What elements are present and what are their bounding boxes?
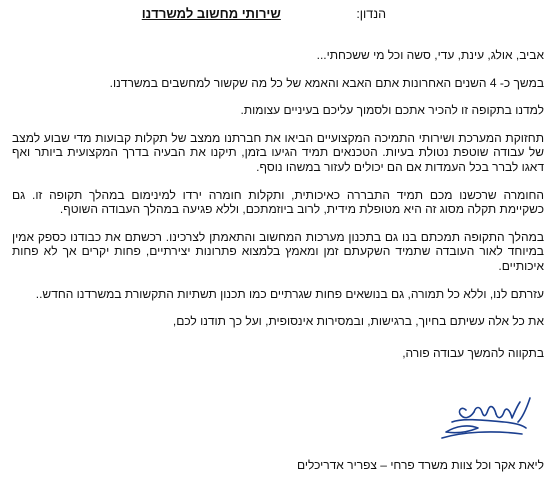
- signature-footer: ליאת אקר וכל צוות משרד פרחי – צפריר אדריכלים: [296, 458, 544, 472]
- subject-title: שירותי מחשוב למשרדנו: [141, 6, 281, 21]
- body-paragraph: את כל אלה עשיתם בחיוך, ברגישות, ובמסירות אינסופית, ועל כך תודנו לכם,: [172, 314, 544, 329]
- letter-body: [12, 48, 544, 342]
- body-paragraph: תחזוקת המערכת ושירותי התמיכה המקצועיים הביאו את חברתנו ממצב של תקלות קבועות מדי שבוע למצב של עבודה שוטפת נטולת בעיות. הטכנאים תמיד הגיעו בזמן, תיקנו את הבעיה בדרך המקצועית ביותר ואף דאגו לברר בכל העמדות אם הם יכולים לעזור במשהו נוסף.: [12, 130, 544, 174]
- body-paragraph: עזרתם לנו, וללא כל תמורה, גם בנושאים פחות שגרתיים כמו תכנון תשתיות התקשורת במשרדנו החדש..: [35, 286, 544, 301]
- handwritten-signature: [422, 392, 542, 448]
- subject-line: [142, 6, 386, 21]
- greeting-paragraph: אביב, אולג, עינת, עדי, סשה וכל מי ששכחתי...: [316, 48, 544, 62]
- body-paragraph: החומרה שרכשנו מכם תמיד התבררה כאיכותית, ותקלות חומרה ירדו למינימום במהלך תקופה זו. גם כשקיימת תקלה מסוג זה היא מטופלת מידית, לרוב ביוזמתכם, וללא פגיעה במהלך העבודה השוטף.: [12, 187, 544, 217]
- body-paragraph: במשך כ- 4 השנים האחרונות אתם האבא והאמא של כל מה שקשור למחשבים במשרדנו.: [109, 75, 544, 90]
- body-paragraph: למדנו בתקופה זו להכיר אתכם ולסמוך עליכם בעיניים עצומות.: [240, 103, 544, 118]
- body-paragraph: במהלך התקופה תמכתם בנו גם בתכנון מערכות המחשוב והתאמתן לצרכינו. רכשתם את כבודנו כספק אמין במיוחד לאור העובדה שתמיד השקעתם זמן ומאמץ בלמצוא פתרונות יצירתיים, פחות יקרים אך לא פחות איכותיים.: [12, 229, 544, 273]
- closing-line: בתקווה להמשך עבודה פורה,: [402, 346, 544, 360]
- subject-label: הנדון:: [356, 7, 386, 21]
